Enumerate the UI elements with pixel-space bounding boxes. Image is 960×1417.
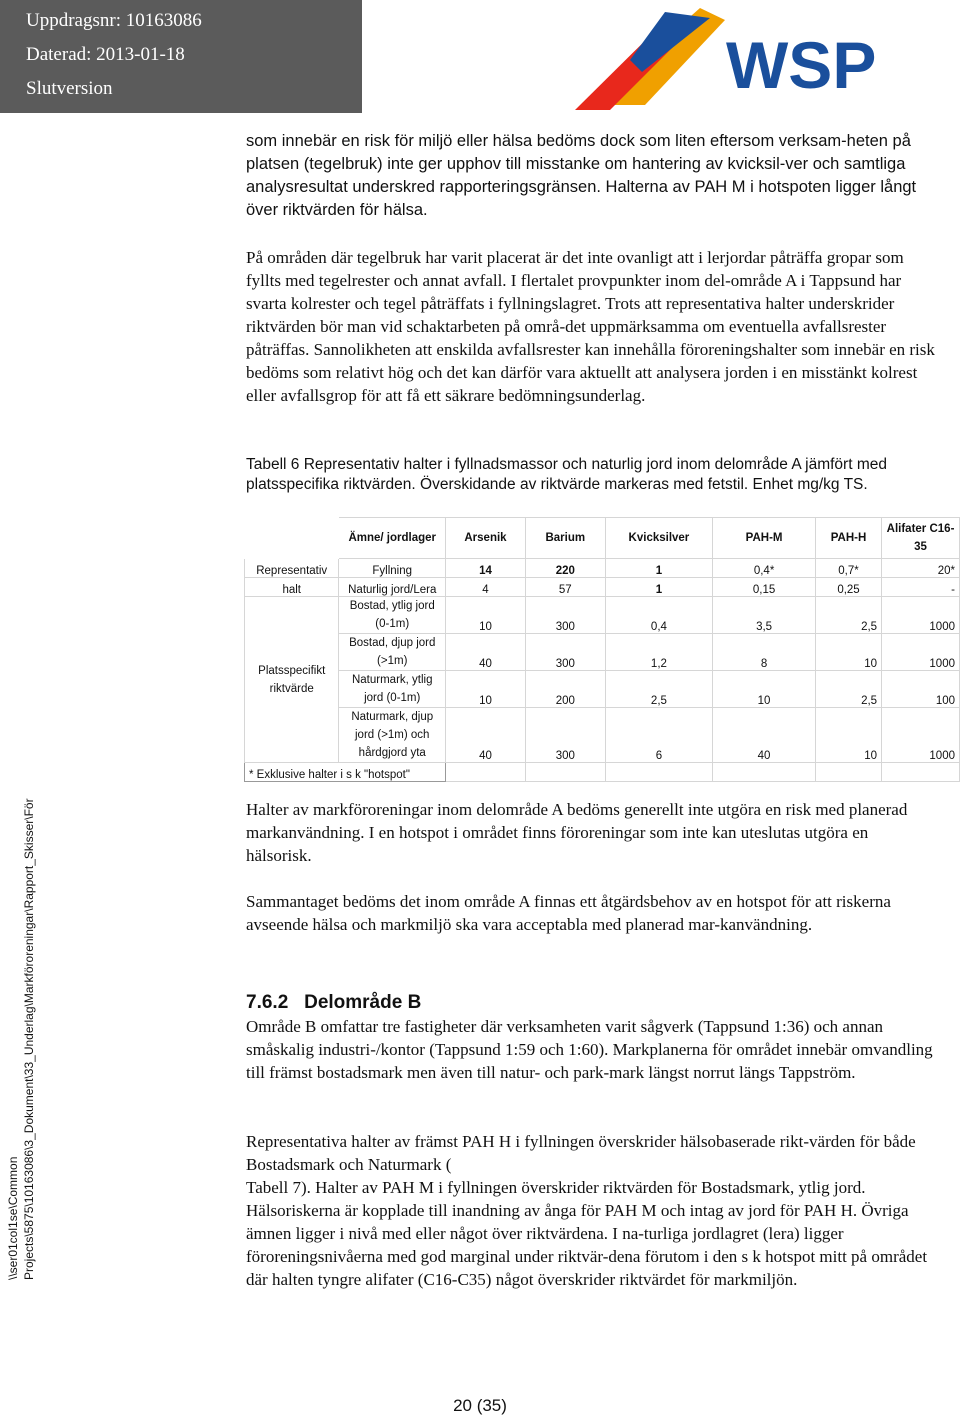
cell: 1,2 — [605, 634, 713, 671]
group-label: Platsspecifikt — [258, 664, 326, 677]
cell: 200 — [525, 671, 605, 708]
cell: 300 — [525, 634, 605, 671]
header-cell: PAH-M — [713, 518, 816, 559]
row-label-line: (>1m) — [377, 655, 408, 667]
cell: 300 — [525, 597, 605, 634]
header-cell: Kvicksilver — [605, 518, 713, 559]
date-label: Daterad: 2013-01-18 — [26, 44, 185, 65]
cell: 1000 — [882, 708, 960, 763]
paragraph-6b: Tabell 7). Halter av PAH M i fyllningen överskrider riktvärden för Bostadsmark, ytlig jord. Hälsoriskerna är kopplade till inandning av ånga för PAH M och intag av jord för PAH H. Övriga ämnen ligger i nivå med eller något över riktvärdena. I na-turliga jordlagret (lera) ligger föroreningsnivåerna med god marginal under riktvär-dena förutom i den s k hotspot mitt på området där halten tyngre alifater (C16-C35) något överskrider riktvärdet för markmiljön. — [246, 1178, 928, 1289]
cell: 4 — [446, 578, 526, 597]
row-label-line: Naturmark, djup — [351, 711, 434, 723]
row-label: Fyllning — [339, 559, 446, 578]
header-bar — [0, 0, 362, 113]
table-row — [245, 634, 960, 671]
row-label — [339, 671, 446, 708]
cell: 220 — [525, 559, 605, 578]
row-label-line: (0-1m) — [375, 618, 410, 630]
table-caption: Tabell 6 Representativ halter i fyllnadsmassor och naturlig jord inom delområde A jämfört med platsspecifika riktvärden. Överskidande av riktvärde markeras med fetstil. Enhet mg/kg TS. — [246, 456, 887, 493]
cell: 1000 — [882, 634, 960, 671]
table-row — [245, 559, 960, 578]
row-label-line: Bostad, djup jord — [349, 637, 436, 649]
cell: 57 — [525, 578, 605, 597]
logo-text: WSP — [726, 28, 877, 102]
cell: 20* — [882, 559, 960, 578]
cell: 100 — [882, 671, 960, 708]
cell: 0,25 — [815, 578, 881, 597]
cell: 40 — [446, 634, 526, 671]
group-label: Representativ — [245, 559, 339, 578]
results-table — [244, 517, 960, 782]
cell: 10 — [815, 634, 881, 671]
cell: 8 — [713, 634, 816, 671]
cell: 6 — [605, 708, 713, 763]
cell: - — [882, 578, 960, 597]
cell: 0,4* — [713, 559, 816, 578]
file-path-sidebar — [5, 760, 45, 1280]
cell: 300 — [525, 708, 605, 763]
row-label — [339, 634, 446, 671]
row-label: Naturlig jord/Lera — [339, 578, 446, 597]
header-cell: Barium — [525, 518, 605, 559]
cell: 1 — [605, 578, 713, 597]
section-heading: 7.6.2 Delområde B — [246, 992, 422, 1013]
table-row — [245, 671, 960, 708]
group-label: riktvärde — [269, 682, 314, 695]
row-label — [339, 597, 446, 634]
cell: 2,5 — [605, 671, 713, 708]
header-cell: Arsenik — [446, 518, 526, 559]
cell: 0,15 — [713, 578, 816, 597]
table-row — [245, 597, 960, 634]
row-label-line: Bostad, ytlig jord — [349, 600, 435, 612]
wsp-logo — [550, 0, 960, 113]
cell: 40 — [446, 708, 526, 763]
row-label-line: jord (>1m) och — [355, 729, 430, 741]
cell: 2,5 — [815, 671, 881, 708]
cell: 10 — [713, 671, 816, 708]
cell: 14 — [446, 559, 526, 578]
cell: 1000 — [882, 597, 960, 634]
cell: 0,4 — [605, 597, 713, 634]
cell: 40 — [713, 708, 816, 763]
paragraph-6a: Representativa halter av främst PAH H i fyllningen överskrider hälsobaserade rikt-värden för både Bostadsmark och Naturmark ( — [246, 1132, 916, 1174]
table-row — [245, 708, 960, 763]
table-header-row — [245, 518, 960, 559]
cell: 10 — [446, 597, 526, 634]
table-footnote-row — [245, 763, 960, 782]
row-label-line: jord (0-1m) — [364, 692, 421, 704]
group-label: halt — [245, 578, 339, 597]
file-path-line: \\ser01col1se\Common — [6, 1156, 20, 1280]
cell: 2,5 — [815, 597, 881, 634]
table-row — [245, 578, 960, 597]
paragraph-5: Område B omfattar tre fastigheter där verksamheten varit sågverk (Tappsund 1:36) och annan småskalig industri-/kontor (Tappsund 1:59 och 1:60). Markplanerna för området innebär omvandling till främst bostadsmark men även till natur- och park-mark längst norrut längs Tappström. — [246, 1017, 933, 1082]
paragraph-4: Sammantaget bedöms det inom område A finnas ett åtgärdsbehov av en hotspot för att riskerna avseende hälsa och markmiljö ska vara acceptabla med planerad mar-kanvändning. — [246, 892, 891, 934]
cell: 10 — [815, 708, 881, 763]
cell: 1 — [605, 559, 713, 578]
paragraph-3: Halter av markföroreningar inom delområde A bedöms generellt inte utgöra en risk med planerad markanvändning. I en hotspot i området finns föroreningar som inte kan uteslutas utgöra en hälsorisk. — [246, 800, 908, 865]
cell: 3,5 — [713, 597, 816, 634]
page-number: 20 (35) — [453, 1396, 507, 1415]
cell: 10 — [446, 671, 526, 708]
header-cell: PAH-H — [815, 518, 881, 559]
row-label — [339, 708, 446, 763]
table-footnote: * Exklusive halter i s k "hotspot" — [245, 763, 446, 782]
paragraph-1: som innebär en risk för miljö eller hälsa bedöms dock som liten eftersom verksam-heten på platsen (tegelbruk) inte ger upphov till misstanke om hantering av kvicksil-ver och samtliga analysresultat underskred rapporteringsgränsen. Halterna av PAH M i hotspoten ligger långt över riktvärden för hälsa. — [246, 132, 917, 219]
version-label: Slutversion — [26, 78, 113, 99]
paragraph-2: På områden där tegelbruk har varit placerat är det inte ovanligt att i lerjordar påträffa gropar som fyllts med tegelrester och annat avfall. I flertalet provpunkter inom del-område A i Tappsund har svarta kolrester och tegel påträffats i fyllningslagret. Trots att representativa halter underskrider riktvärden bör man vid schaktarbeten på områ-det uppmärksamma om eventuella avfallsrester påträffas. Sannolikheten att enskilda avfallsrester kan innehålla föroreningshalter som innebär en risk bedöms som relativt hög och det kan därför vara aktuellt att analysera jorden i en misstänkt kolrest eller avfallsgrop för att få ett säkrare bedömningsunderlag. — [246, 248, 935, 405]
file-path-line: Projects\5875\10163086\3_Dokument\33_Underlag\Markföroreningar\Rapport_Skisser\För — [22, 798, 36, 1280]
cell: 0,7* — [815, 559, 881, 578]
header-cell: Alifater C16-35 — [882, 518, 960, 559]
group-cell — [245, 597, 339, 763]
header-cell: Ämne/ jordlager — [339, 518, 446, 559]
assignment-number: Uppdragsnr: 10163086 — [26, 10, 202, 31]
row-label-line: Naturmark, ytlig — [351, 674, 433, 686]
row-label-line: hårdgjord yta — [358, 747, 426, 759]
